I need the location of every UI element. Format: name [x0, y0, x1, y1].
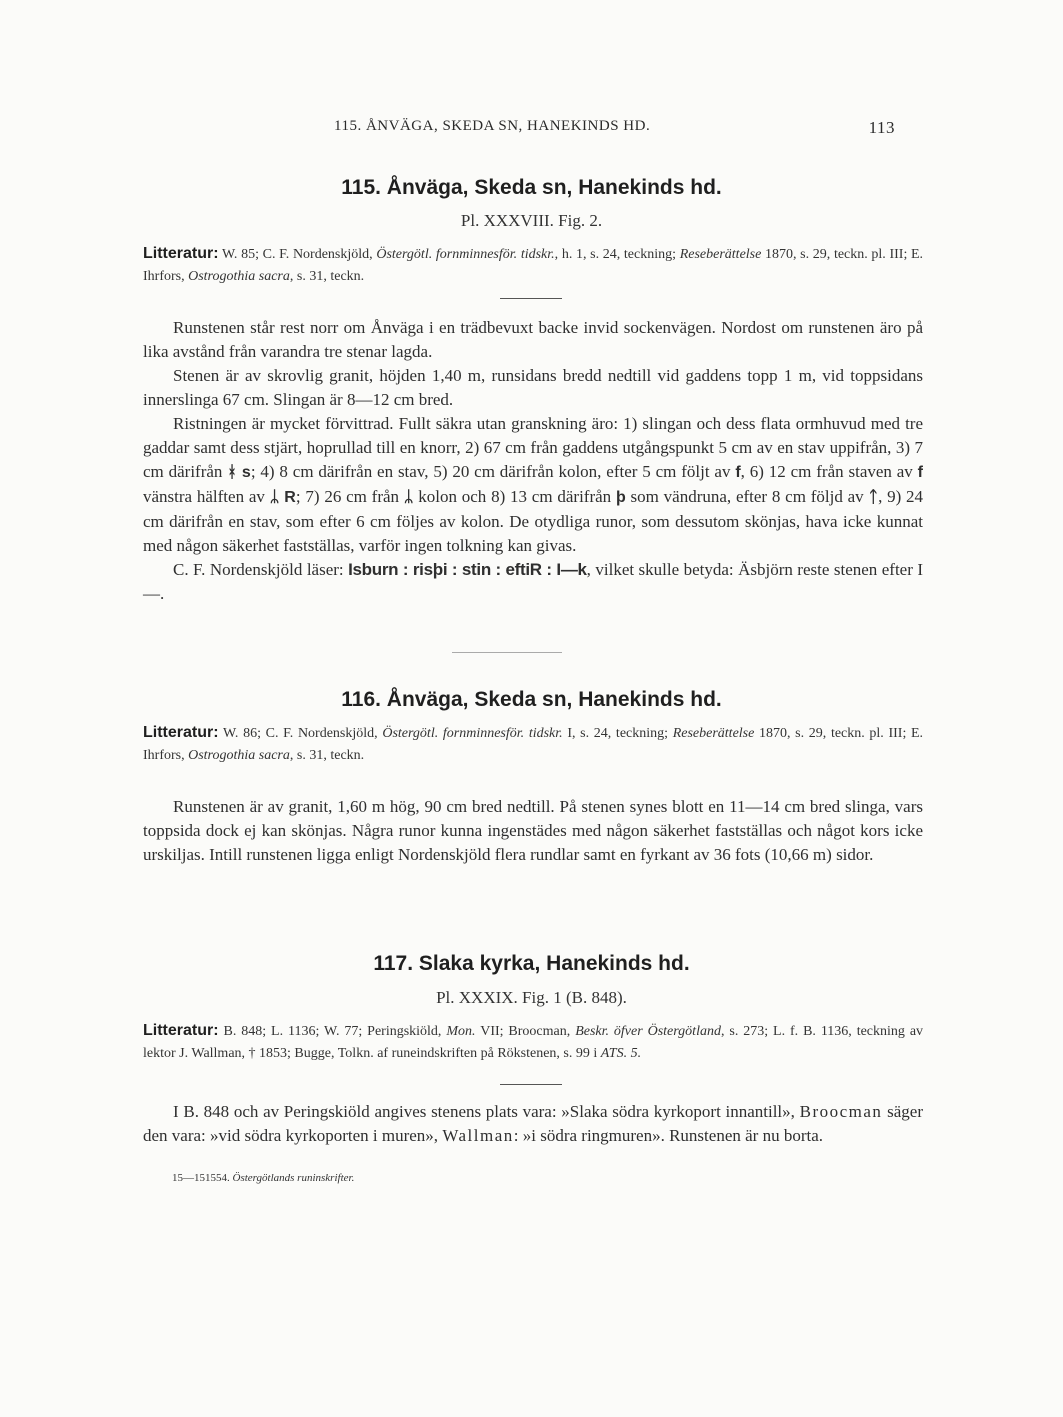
section-117-body [143, 1100, 923, 1148]
signature-footer [172, 1172, 572, 1184]
paragraph: C. F. Nordenskjöld läser: Isburn : risþi : stin : eftiR : I—k, vilket skulle betyda: Äsbjörn reste stenen efter I—. [143, 560, 923, 603]
rune-glyph: f [735, 464, 741, 481]
paragraph: Runstenen står rest norr om Ånväga i en trädbevuxt backe invid sockenvägen. Nordost om runstenen äro på lika avstånd från varandra tre stenar lagda. [143, 318, 923, 361]
section-115-body [143, 316, 923, 606]
section-117-title: 117. Slaka kyrka, Hanekinds hd. [373, 952, 690, 975]
rune-glyph: ᛏ [868, 489, 879, 506]
rune-glyph: ᛦ [403, 489, 414, 506]
runic-reading: Isburn : risþi : stin : eftiR : I—k [348, 560, 587, 579]
section-116-title: 116. Ånväga, Skeda sn, Hanekinds hd. [341, 688, 722, 711]
divider [452, 652, 562, 653]
section-115-title: 115. Ånväga, Skeda sn, Hanekinds hd. [341, 176, 722, 199]
divider [500, 1084, 562, 1085]
section-115-literature: Litteratur: W. 85; C. F. Nordenskjöld, Östergötl. fornminnesför. tidskr., h. 1, s. 24, teckning; Reseberättelse 1870, s. 29, teckn. pl. III; E. Ihrfors, Ostrogothia sacra, s. 31, teckn. [143, 245, 924, 284]
rune-glyph: f [917, 464, 923, 481]
book-title: Östergötlands runinskrifter. [232, 1172, 355, 1184]
paragraph: Ristningen är mycket förvittrad. Fullt säkra utan granskning äro: 1) slingan och dess flata ormhuvud med tre gaddar samt dess stjärt, hoprullad till en knorr, 2) 67 cm från gaddens utgångspunkt 5 cm av en stav uppifrån, 3) 7 cm därifrån ᚼ s; 4) 8 cm därifrån en stav, 5) 20 cm därifrån kolon, efter 5 cm följt av f, 6) 12 cm från staven av f vänstra hälften av ᛦ R; 7) 26 cm från ᛦ kolon och 8) 13 cm därifrån þ som vändruna, efter 8 cm följd av ᛏ, 9) 24 cm därifrån en stav, som efter 6 cm följes av kolon. De otydliga runor, som dessutom skönjas, hava icke kunnat med någon säkerhet fastställas, varför ingen tolkning kan givas. [143, 414, 924, 555]
paragraph: Runstenen är av granit, 1,60 m hög, 90 cm bred nedtill. På stenen synes blott en 11—14 cm bred slinga, vars toppsida dock ej kan skönjas. Några runor kunna ingenstädes med någon säkerhet fastställas och något kors icke urskiljas. Intill runstenen ligga enligt Nordenskjöld flera rundlar samt en fyrkant av 36 fots (10,66 m) sidor. [143, 797, 923, 864]
section-115-plate-ref: Pl. XXXVIII. Fig. 2. [460, 211, 603, 230]
rune-glyph: þ [615, 489, 626, 506]
running-title: 115. ÅNVÄGA, SKEDA SN, HANEKINDS HD. [334, 118, 651, 134]
section-116-literature: Litteratur: W. 86; C. F. Nordenskjöld, Östergötl. fornminnesför. tidskr. I, s. 24, teckning; Reseberättelse 1870, s. 29, teckn. pl. III; E. Ihrfors, Ostrogothia sacra, s. 31, teckn. [143, 724, 924, 763]
running-header [334, 118, 895, 142]
divider [500, 298, 562, 299]
paragraph: Stenen är av skrovlig granit, höjden 1,40 m, runsidans bredd nedtill vid gaddens topp 1 m, vid toppsidans innerslinga 67 cm. Slingan är 8—12 cm bred. [143, 366, 923, 409]
rune-glyph: ᛦ R [269, 489, 296, 506]
rune-glyph: ᚼ s [227, 464, 251, 481]
literature-label: Litteratur: [143, 245, 219, 262]
section-117-literature: Litteratur: B. 848; L. 1136; W. 77; Peringskiöld, Mon. VII; Broocman, Beskr. öfver Östergötland, s. 273; L. f. B. 1136, teckning av lektor J. Wallman, † 1853; Bugge, Tolkn. af runeindskriften på Rökstenen, s. 99 i ATS. 5. [143, 1022, 924, 1061]
page-number: 113 [868, 118, 895, 137]
spaced-name: Wallman [442, 1126, 514, 1145]
literature-label: Litteratur: [143, 1022, 219, 1039]
literature-label: Litteratur: [143, 724, 219, 741]
printer-signature: 15—151554. [172, 1172, 230, 1184]
section-116-body [143, 795, 923, 867]
spaced-name: Broocman [799, 1102, 883, 1121]
paragraph: I B. 848 och av Peringskiöld angives stenens plats vara: »Slaka södra kyrkoport innantill», Broocman säger den vara: »vid södra kyrkoporten i muren», Wallman: »i södra ringmuren». Runstenen är nu borta. [143, 1102, 924, 1145]
section-117-plate-ref: Pl. XXXIX. Fig. 1 (B. 848). [436, 988, 627, 1007]
